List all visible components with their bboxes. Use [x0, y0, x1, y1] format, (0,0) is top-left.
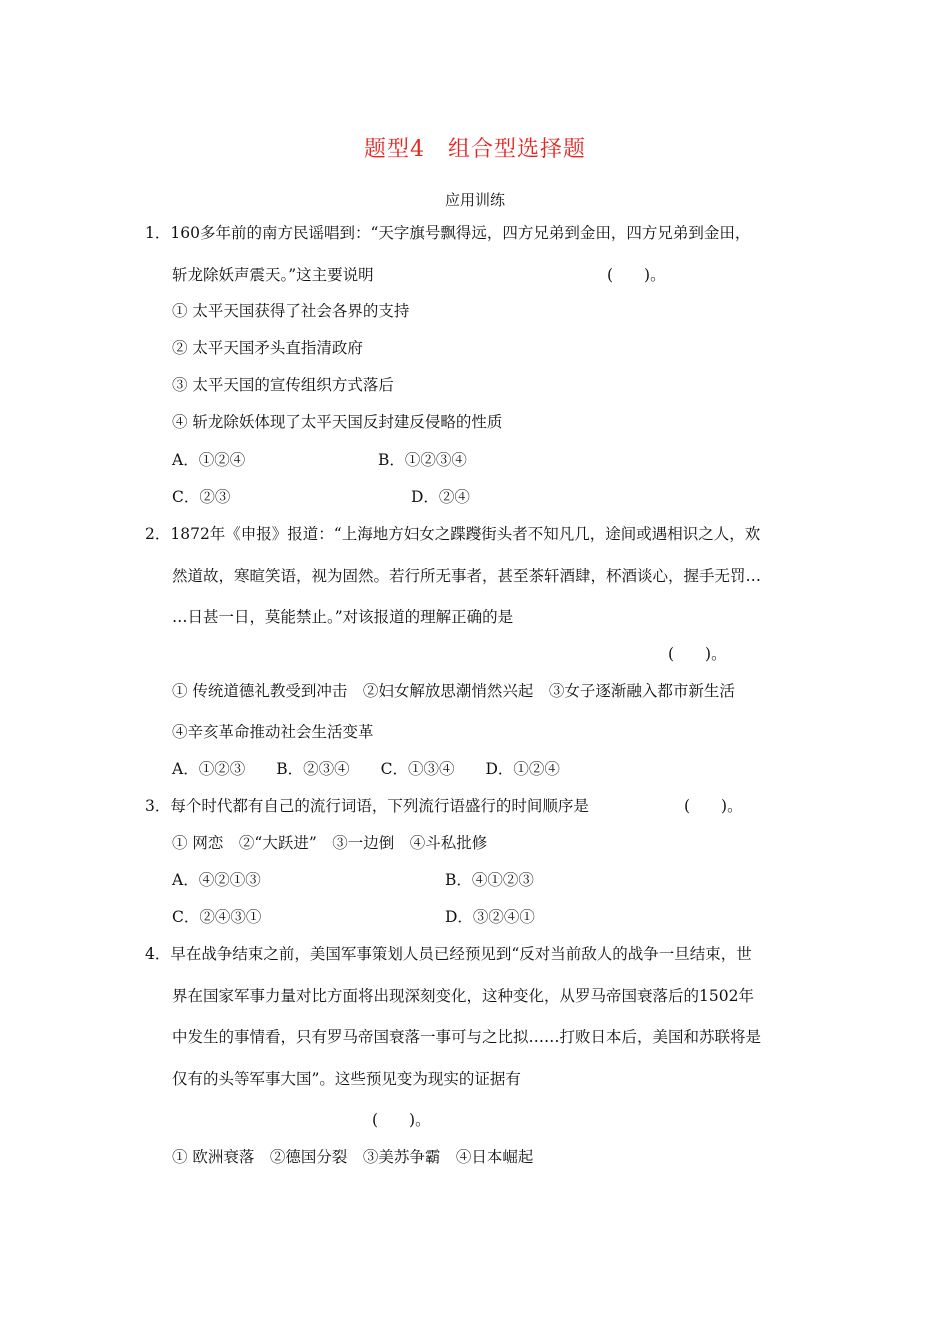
q3-option-a: A．④②①③ — [172, 871, 261, 889]
q3-option-d: D．③②④① — [445, 908, 535, 926]
q1-stem-line1: 1．160多年前的南方民谣唱到：“天字旗号飘得远，四方兄弟到金田，四方兄弟到金田， — [145, 224, 751, 242]
q4-stem-line1: 4．早在战争结束之前，美国军事策划人员已经预见到“反对当前敌人的战争一旦结束，世 — [145, 945, 752, 963]
q1-stem-line2: 斩龙除妖声震天。”这主要说明 — [172, 266, 374, 284]
q3-option-c: C．②④③① — [172, 908, 262, 926]
q2-items-line: ① 传统道德礼教受到冲击 ②妇女解放思潮悄然兴起 ③女子逐渐融入都市新生活 — [172, 682, 735, 700]
q4-answer-blank: ( )。 — [372, 1111, 431, 1129]
q1-answer-blank: ( )。 — [607, 266, 666, 284]
q2-options: A．①②③ B．②③④ C．①③④ D．①②④ — [172, 760, 560, 778]
section-subtitle: 应用训练 — [444, 191, 505, 209]
q3-items-line: ① 网恋 ②“大跃进” ③一边倒 ④斗私批修 — [172, 834, 488, 852]
q4-stem-line3: 中发生的事情看，只有罗马帝国衰落一事可与之比拟……打败日本后，美国和苏联将是 — [172, 1028, 762, 1046]
q4-stem-line4: 仅有的头等军事大国”。这些预见变为现实的证据有 — [172, 1070, 521, 1088]
q2-stem-line3: …日甚一日，莫能禁止。”对该报道的理解正确的是 — [172, 608, 514, 626]
q2-answer-blank: ( )。 — [668, 645, 727, 663]
q1-item-4: ④ 斩龙除妖体现了太平天国反封建反侵略的性质 — [172, 413, 503, 431]
q2-item-4: ④辛亥革命推动社会生活变革 — [172, 723, 374, 741]
q4-stem-line2: 界在国家军事力量对比方面将出现深刻变化，这种变化，从罗马帝国衰落后的1502年 — [172, 987, 754, 1005]
q1-option-a: A．①②④ — [172, 451, 246, 469]
q2-stem-line2: 然道故，寒暄笑语，视为固然。若行所无事者，甚至茶轩酒肆，杯酒谈心，握手无罚… — [172, 567, 762, 585]
q1-option-d: D．②④ — [411, 488, 470, 506]
q4-items-line: ① 欧洲衰落 ②德国分裂 ③美苏争霸 ④日本崛起 — [172, 1148, 534, 1166]
q3-stem-line1: 3．每个时代都有自己的流行词语，下列流行语盛行的时间顺序是 — [145, 797, 589, 815]
q1-option-b: B．①②③④ — [378, 451, 467, 469]
q1-option-c: C．②③ — [172, 488, 231, 506]
page-title: 题型4 组合型选择题 — [364, 137, 586, 162]
q1-item-1: ① 太平天国获得了社会各界的支持 — [172, 302, 410, 320]
q2-stem-line1: 2．1872年《申报》报道：“上海地方妇女之蹀躞街头者不知凡几，途间或遇相识之人，欢 — [145, 525, 761, 543]
q1-item-2: ② 太平天国矛头直指清政府 — [172, 339, 363, 357]
q3-answer-blank: ( )。 — [684, 797, 743, 815]
q3-option-b: B．④①②③ — [445, 871, 534, 889]
q1-item-3: ③ 太平天国的宣传组织方式落后 — [172, 376, 394, 394]
